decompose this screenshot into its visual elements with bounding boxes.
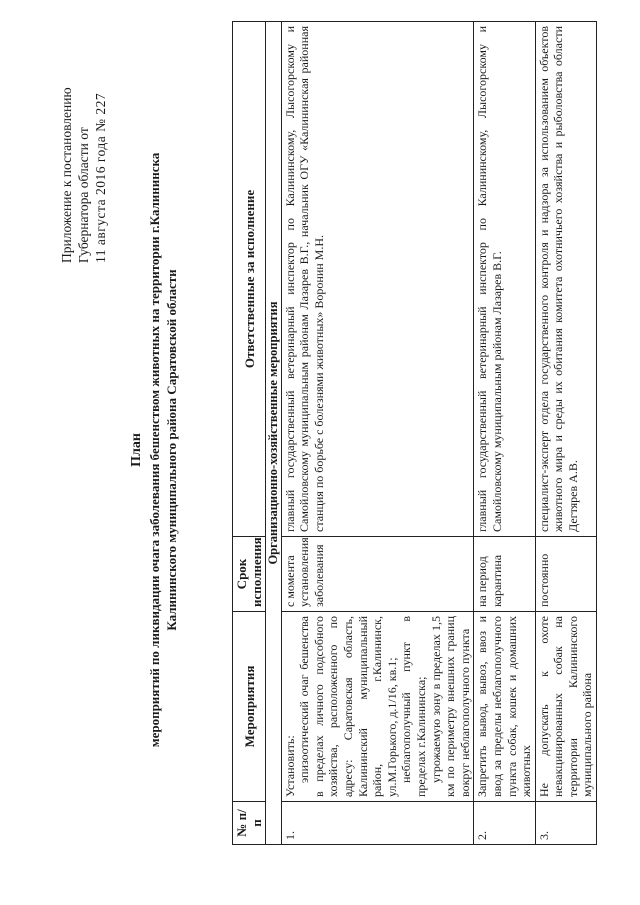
header-term: Срок исполнения — [233, 537, 266, 612]
approval-note — [58, 23, 109, 263]
approval-line-3: 11 августа 2016 года № 227 — [93, 92, 108, 263]
table-row — [281, 22, 474, 845]
title-plan: План — [129, 433, 144, 467]
measure-paragraph: неблагополучный пункт в пределах г.Калининска; — [399, 616, 428, 797]
measure-paragraph: угрожаемую зону в пределах 1,5 км по периметру внешних границ вокруг неблагополучного пункта — [428, 616, 472, 797]
row-responsible: главный государственный ветеринарный инспектор по Калининскому, Лысогорскому и Самойловскому муниципальным районам Лазарев В.Г. — [474, 22, 535, 537]
approval-line-2: Губернатора области от — [76, 127, 91, 263]
measure-intro: Установить: — [282, 735, 297, 797]
title-line-1: мероприятий по ликвидации очага заболевания бешенством животных на территории г.Калининска — [147, 152, 162, 748]
header-num: № п/п — [233, 802, 266, 845]
document-title — [128, 55, 180, 845]
row-num: 1. — [281, 802, 474, 845]
section-title: Организационно-хозяйственные мероприятия — [266, 22, 282, 845]
row-term: постоянно — [535, 537, 596, 612]
row-num: 3. — [535, 802, 596, 845]
approval-line-1: Приложение к постановлению — [59, 87, 74, 263]
header-measures: Мероприятия — [233, 612, 266, 802]
table-header-row — [233, 22, 266, 845]
header-responsible: Ответственные за исполнение — [233, 22, 266, 537]
title-line-2: Калининского муниципального района Саратовской области — [164, 269, 179, 631]
row-measure — [281, 612, 474, 802]
table-row — [474, 22, 535, 845]
row-term: на период карантина — [474, 537, 535, 612]
measure-paragraph: эпизоотический очаг бешенства в пределах личного подсобного хозяйства, расположенного по адресу: Саратовская область, Калининский муниципальный район, г.Калининск, ул.М.Горького, д.1/16, кв.1; — [297, 616, 399, 797]
measures-table — [232, 21, 597, 845]
row-measure: Не допускать к охоте невакцинированных собак на территории Калининского муниципального района — [535, 612, 596, 802]
row-num: 2. — [474, 802, 535, 845]
row-term: с момента установления заболевания — [281, 537, 474, 612]
row-responsible: главный государственный ветеринарный инспектор по Калининскому, Лысогорскому и Самойловскому муниципальным районам Лазарев В.Г., начальник ОГУ «Калининская районная станция по борьбе с болезнями животных» Воронин М.Н. — [281, 22, 474, 537]
row-measure: Запретить вывод, вывоз, ввоз и ввод за пределы неблагополучного пункта собак, кошек и домашних животных — [474, 612, 535, 802]
table-row — [535, 22, 596, 845]
section-row — [266, 22, 282, 845]
row-responsible: специалист-эксперт отдела государственного контроля и надзора за использованием объектов животного мира и среды их обитания комитета охотничьего хозяйства и рыболовства области Дегтярев А.В. — [535, 22, 596, 537]
